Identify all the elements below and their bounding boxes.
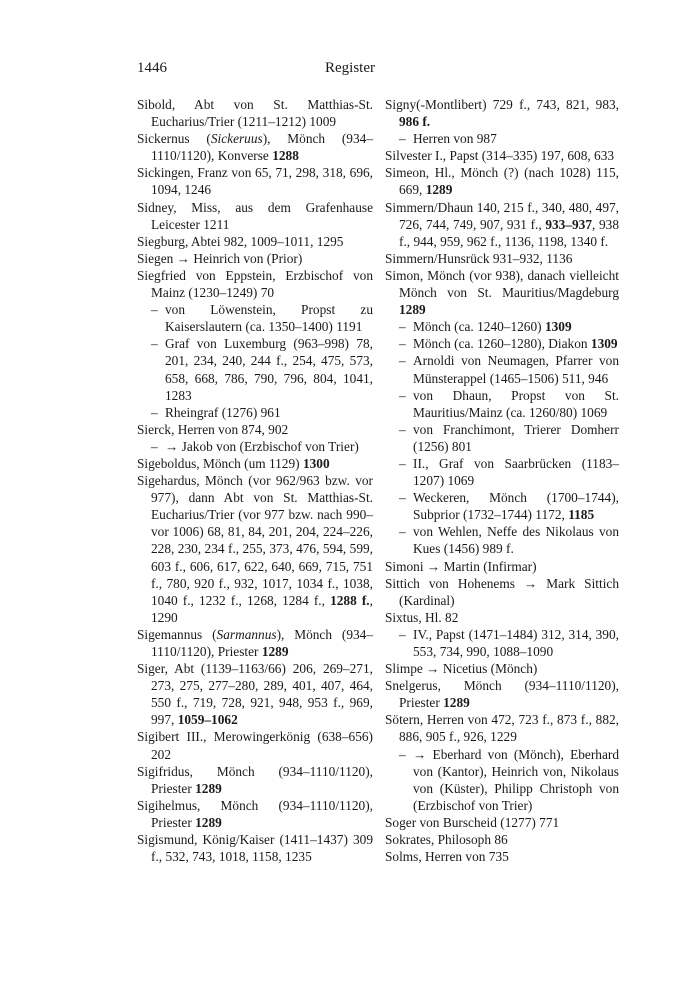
subentry-dash: –: [399, 490, 406, 506]
index-subentry: [385, 318, 619, 335]
subentry-dash: –: [399, 131, 406, 147]
entry-text: Sickingen, Franz von 65, 71, 298, 318, 696, 1094, 1246: [137, 165, 373, 198]
index-entry: [137, 831, 373, 865]
name-variant: Sarmannus: [216, 626, 277, 642]
index-subentry: [137, 335, 373, 403]
running-head: Register: [325, 60, 375, 76]
page-ref-bold: 1289: [195, 780, 222, 796]
subentry-dash: –: [399, 421, 406, 437]
index-subentry: [385, 335, 619, 352]
index-subentry: [385, 746, 619, 814]
entry-text: Sixtus, Hl. 82: [385, 609, 459, 625]
entry-text: von Franchimont, Trierer Domherr (1256) 801: [413, 421, 619, 454]
subentry-dash: –: [399, 319, 406, 335]
entry-text: Sigehardus, Mönch (vor 962/963 bzw. vor 977), dann Abt von St. Matthias-St. Eucharius/Trier (vor 977 bzw. nach 990–vor 1006) 68, 81, 84, 201, 204, 224–226, 228, 230, 234 f., 255, 373, 476, 594, 599, 603 f., 606, 617, 622, 640, 669, 715, 751 f., 780, 920 f., 932, 1017, 1034 f., 1038, 1040 f., 1232 f., 1268, 1284 f.,: [137, 473, 373, 608]
index-entry: [385, 147, 619, 164]
page-ref-bold: 1288: [272, 148, 299, 164]
page-ref-bold: 1289: [261, 644, 289, 659]
entry-text: Sötern, Herren von 472, 723 f., 873 f., 882, 886, 905 f., 926, 1229: [385, 712, 619, 745]
entry-text: Simeon, Hl., Mönch (?) (nach 1028) 115, 669,: [385, 165, 619, 198]
entry-text: Mönch (ca. 1240–1260): [413, 319, 545, 335]
entry-text: Rheingraf (1276) 961: [165, 404, 281, 420]
index-entry: [137, 763, 373, 797]
subentry-dash: –: [151, 404, 158, 420]
index-subentry: [137, 301, 373, 335]
index-column-left: [137, 96, 373, 865]
entry-text: → Eberhard von (Mönch), Eberhard von (Kantor), Heinrich von, Nikolaus von (Küster), Philipp Christoph von (Erzbischof von Trier): [413, 746, 619, 813]
page-ref-bold: 1309: [590, 336, 618, 352]
index-entry: [385, 575, 619, 609]
index-subentry: [385, 489, 619, 523]
index-subentry: [137, 438, 373, 455]
page-ref-bold: 1309: [544, 319, 572, 335]
entry-text: von Löwenstein, Propst zu Kaiserslautern (ca. 1350–1400) 1191: [165, 302, 373, 335]
index-subentry: [137, 404, 373, 421]
index-entry: [137, 164, 373, 198]
entry-text: Simmern/Dhaun 140, 215 f., 340, 480, 497, 726, 744, 749, 907, 931 f.,: [385, 199, 619, 232]
index-entry: [385, 831, 619, 848]
entry-text: Graf von Luxemburg (963–998) 78, 201, 234, 240, 244 f., 254, 475, 573, 658, 668, 786, 790, 796, 804, 1041, 1283: [165, 336, 373, 403]
entry-text: Sigihelmus, Mönch (934–1110/1120), Priester: [137, 797, 373, 830]
page-ref-bold: 1289: [425, 182, 453, 198]
entry-text: II., Graf von Saarbrücken (1183–1207) 1069: [413, 455, 619, 489]
index-entry: [137, 130, 373, 164]
page-number: 1446: [137, 60, 167, 76]
index-entry: [385, 250, 619, 267]
subentry-dash: –: [399, 524, 406, 540]
subentry-dash: –: [399, 746, 406, 762]
index-subentry: [385, 130, 619, 147]
index-subentry: [385, 352, 619, 386]
entry-text: Silvester I., Papst (314–335) 197, 608, 633: [385, 148, 615, 164]
entry-text: Solms, Herren von 735: [385, 849, 509, 865]
index-entry: [385, 558, 619, 575]
index-subentry: [385, 523, 619, 557]
index-entry: [137, 455, 373, 472]
entry-text: Simoni → Martin (Infirmar): [385, 558, 537, 574]
page-ref-bold: 1288 f.: [330, 592, 370, 608]
index-entry: [385, 711, 619, 745]
entry-text: Sickernus (: [137, 131, 211, 147]
index-entry: [385, 677, 619, 711]
entry-text: Sigemannus (: [137, 626, 217, 642]
index-entry: [137, 267, 373, 301]
entry-text: von Wehlen, Neffe des Nikolaus von Kues (1456) 989 f.: [413, 524, 619, 557]
entry-text: , 1290: [151, 592, 373, 625]
subentry-dash: –: [399, 336, 406, 352]
entry-text: , 938 f., 944, 959, 962 f., 1136, 1198, 1340 f.: [399, 216, 619, 249]
entry-text: Sigismund, König/Kaiser (1411–1437) 309 f., 532, 743, 1018, 1158, 1235: [137, 832, 373, 865]
entry-text: Sibold, Abt von St. Matthias-St. Eucharius/Trier (1211–1212) 1009: [137, 97, 373, 130]
index-entry: [137, 96, 373, 130]
subentry-dash: –: [151, 336, 158, 352]
index-entry: [137, 199, 373, 233]
entry-text: Soger von Burscheid (1277) 771: [385, 814, 560, 830]
index-entry: [137, 626, 373, 660]
page-ref-bold: 1300: [302, 455, 330, 471]
entry-text: Sigeboldus, Mönch (um 1129): [137, 455, 303, 471]
index-column-right: [385, 96, 619, 865]
entry-text: Sidney, Miss, aus dem Grafenhause Leicester 1211: [137, 199, 373, 232]
index-subentry: [385, 421, 619, 455]
entry-text: Siegfried von Eppstein, Erzbischof von Mainz (1230–1249) 70: [137, 267, 373, 301]
entry-text: Signy(-Montlibert) 729 f., 743, 821, 983,: [385, 97, 619, 112]
index-entry: [385, 660, 619, 677]
entry-text: Sierck, Herren von 874, 902: [137, 421, 289, 437]
index-entry: [385, 267, 619, 318]
index-entry: [137, 250, 373, 267]
page-ref-bold: 933–937: [545, 216, 593, 232]
name-variant: Sickeruus: [210, 131, 263, 147]
subentry-dash: –: [399, 353, 406, 369]
entry-text: Mönch (ca. 1260–1280), Diakon: [413, 336, 591, 352]
index-entry: [385, 814, 619, 831]
entry-text: Slimpe → Nicetius (Mönch): [385, 661, 538, 677]
subentry-dash: –: [399, 387, 406, 403]
page-ref-bold: 986 f.: [399, 114, 431, 130]
entry-text: Sigifridus, Mönch (934–1110/1120), Priester: [137, 763, 373, 796]
index-entry: [137, 660, 373, 728]
page-ref-bold: 1185: [568, 507, 595, 523]
entry-text: Siegen → Heinrich von (Prior): [137, 250, 303, 266]
entry-text: Sigibert III., Merowingerkönig (638–656) 202: [137, 729, 373, 762]
index-entry: [385, 199, 619, 250]
subentry-dash: –: [151, 302, 158, 318]
entry-text: IV., Papst (1471–1484) 312, 314, 390, 553, 734, 990, 1088–1090: [413, 626, 619, 659]
entry-text: Snelgerus, Mönch (934–1110/1120), Priester: [385, 678, 619, 711]
index-entry: [137, 472, 373, 626]
entry-text: Herren von 987: [413, 131, 497, 147]
index-entry: [385, 96, 619, 130]
entry-text: Simmern/Hunsrück 931–932, 1136: [385, 250, 573, 266]
index-entry: [137, 797, 373, 831]
index-entry: [137, 233, 373, 250]
subentry-dash: –: [399, 455, 406, 471]
subentry-dash: –: [399, 626, 406, 642]
entry-text: ), Mönch (934–1110/1120), Priester: [151, 626, 373, 659]
entry-text: Simon, Mönch (vor 938), danach vielleicht Mönch von St. Mauritius/Magdeburg: [385, 267, 619, 301]
entry-text: → Jakob von (Erzbischof von Trier): [165, 438, 359, 454]
page-ref-bold: 1289: [443, 695, 470, 711]
subentry-dash: –: [151, 438, 158, 454]
index-subentry: [385, 455, 619, 489]
entry-text: Siegburg, Abtei 982, 1009–1011, 1295: [137, 233, 344, 249]
entry-text: ), Mönch (934–1110/1120), Konverse: [151, 131, 373, 164]
index-entry: [137, 421, 373, 438]
index-subentry: [385, 626, 619, 660]
page-ref-bold: 1289: [195, 814, 222, 830]
entry-text: Arnoldi von Neumagen, Pfarrer von Münsterappel (1465–1506) 511, 946: [413, 353, 619, 386]
index-subentry: [385, 387, 619, 421]
entry-text: Sokrates, Philosoph 86: [385, 832, 508, 848]
index-entry: [137, 728, 373, 762]
entry-text: Weckeren, Mönch (1700–1744), Subprior (1732–1744) 1172,: [413, 490, 619, 523]
entry-text: Sittich von Hohenems → Mark Sittich (Kardinal): [385, 575, 619, 608]
index-entry: [385, 164, 619, 198]
page-ref-bold: 1289: [399, 302, 426, 318]
entry-text: Siger, Abt (1139–1163/66) 206, 269–271, 273, 275, 277–280, 289, 401, 407, 464, 550 f., 719, 728, 921, 948, 953 f., 969, 997,: [137, 661, 373, 728]
index-entry: [385, 609, 619, 626]
index-entry: [385, 848, 619, 865]
entry-text: von Dhaun, Propst von St. Mauritius/Mainz (ca. 1260/80) 1069: [413, 387, 619, 420]
page-ref-bold: 1059–1062: [177, 712, 238, 728]
